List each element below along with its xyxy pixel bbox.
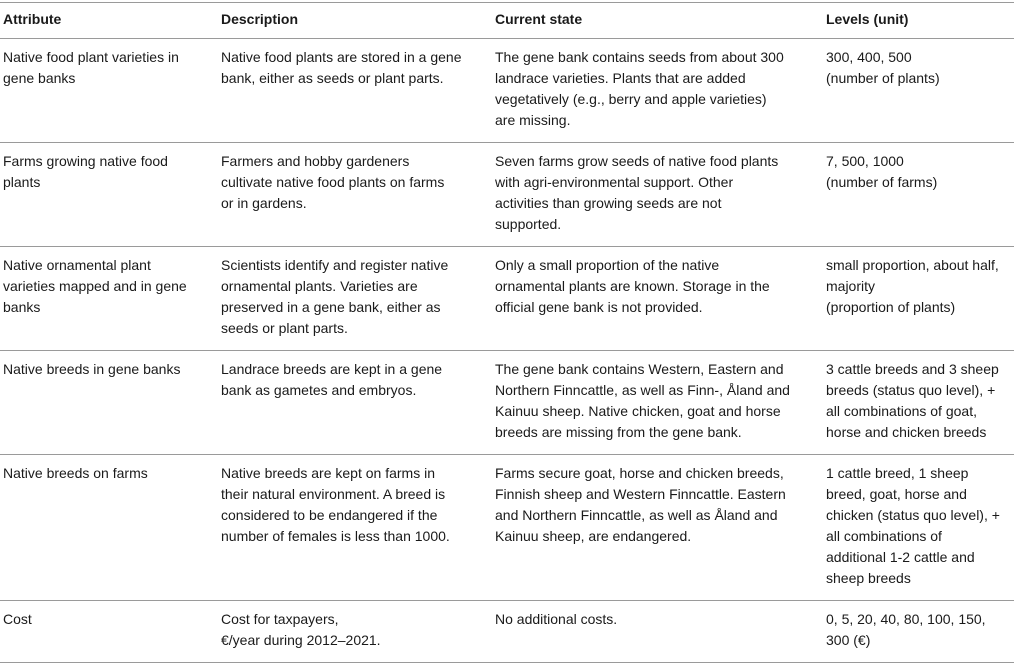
cell-levels — [823, 143, 1014, 247]
cell-line: The gene bank contains seeds from about 300 — [495, 49, 784, 65]
cell-current-state — [492, 601, 823, 663]
cell-current-state — [492, 455, 823, 601]
cell-line: varieties mapped and in gene — [3, 278, 187, 294]
cell-description — [218, 143, 492, 247]
attributes-table — [0, 2, 1014, 663]
header-levels: Levels (unit) — [823, 3, 1014, 39]
cell-line: supported. — [495, 216, 562, 232]
cell-line: small proportion, about half, — [826, 257, 999, 273]
cell-line: 0, 5, 20, 40, 80, 100, 150, — [826, 611, 986, 627]
cell-line: Seven farms grow seeds of native food plants — [495, 153, 779, 169]
cell-line: number of females is less than 1000. — [221, 528, 450, 544]
header-attribute: Attribute — [0, 3, 218, 39]
cell-line: bank, either as seeds or plant parts. — [221, 70, 444, 86]
cell-line: Native ornamental plant — [3, 257, 151, 273]
cell-attribute — [0, 247, 218, 351]
cell-line: 3 cattle breeds and 3 sheep — [826, 361, 999, 377]
header-current-state: Current state — [492, 3, 823, 39]
cell-line: banks — [3, 299, 41, 315]
cell-levels — [823, 247, 1014, 351]
cell-current-state — [492, 351, 823, 455]
cell-line: The gene bank contains Western, Eastern and — [495, 361, 784, 377]
cell-attribute — [0, 351, 218, 455]
cell-line: activities than growing seeds are not — [495, 195, 722, 211]
cell-line: ornamental plants. Varieties are — [221, 278, 418, 294]
cell-line: all combinations of goat, — [826, 403, 977, 419]
table-row — [0, 143, 1014, 247]
cell-line: 300, 400, 500 — [826, 49, 912, 65]
cell-line: Kainuu sheep. Native chicken, goat and horse — [495, 403, 781, 419]
cell-line: and Northern Finncattle, as well as Åland and — [495, 507, 778, 523]
cell-line: Kainuu sheep, are endangered. — [495, 528, 692, 544]
cell-line: their natural environment. A breed is — [221, 486, 446, 502]
cell-attribute — [0, 601, 218, 663]
cell-line: considered to be endangered if the — [221, 507, 438, 523]
cell-line: additional 1-2 cattle and — [826, 549, 975, 565]
cell-line: Landrace breeds are kept in a gene — [221, 361, 443, 377]
cell-line: all combinations of — [826, 528, 942, 544]
cell-line: (proportion of plants) — [826, 299, 956, 315]
cell-line: (number of plants) — [826, 70, 940, 86]
cell-current-state — [492, 143, 823, 247]
cell-line: €/year during 2012–2021. — [221, 632, 381, 648]
cell-levels — [823, 601, 1014, 663]
cell-line: Native breeds are kept on farms in — [221, 465, 435, 481]
cell-levels — [823, 39, 1014, 143]
header-row — [0, 3, 1014, 39]
cell-line: breeds are missing from the gene bank. — [495, 424, 742, 440]
cell-line: Scientists identify and register native — [221, 257, 449, 273]
cell-line: Native breeds on farms — [3, 465, 148, 481]
cell-line: Finnish sheep and Western Finncattle. Eastern — [495, 486, 786, 502]
cell-line: No additional costs. — [495, 611, 618, 627]
cell-attribute — [0, 39, 218, 143]
cell-line: Native food plants are stored in a gene — [221, 49, 462, 65]
cell-line: cultivate native food plants on farms — [221, 174, 445, 190]
cell-line: Cost — [3, 611, 32, 627]
cell-line: with agri-environmental support. Other — [495, 174, 734, 190]
cell-line: chicken (status quo level), + — [826, 507, 1000, 523]
table-row — [0, 351, 1014, 455]
cell-description — [218, 601, 492, 663]
cell-line: Native food plant varieties in — [3, 49, 179, 65]
cell-line: ornamental plants are known. Storage in the — [495, 278, 770, 294]
cell-levels — [823, 455, 1014, 601]
cell-attribute — [0, 143, 218, 247]
cell-line: Farms growing native food — [3, 153, 168, 169]
cell-line: 7, 500, 1000 — [826, 153, 904, 169]
cell-line: Cost for taxpayers, — [221, 611, 339, 627]
cell-description — [218, 39, 492, 143]
cell-line: official gene bank is not provided. — [495, 299, 703, 315]
table-row — [0, 455, 1014, 601]
table-row — [0, 601, 1014, 663]
cell-line: 300 (€) — [826, 632, 871, 648]
table-row — [0, 247, 1014, 351]
cell-line: vegetatively (e.g., berry and apple varieties) — [495, 91, 767, 107]
cell-line: are missing. — [495, 112, 571, 128]
cell-line: (number of farms) — [826, 174, 938, 190]
cell-line: gene banks — [3, 70, 76, 86]
cell-line: or in gardens. — [221, 195, 307, 211]
cell-line: Native breeds in gene banks — [3, 361, 181, 377]
cell-line: breed, goat, horse and — [826, 486, 967, 502]
table-row — [0, 39, 1014, 143]
cell-line: bank as gametes and embryos. — [221, 382, 417, 398]
cell-line: Farms secure goat, horse and chicken breeds, — [495, 465, 784, 481]
cell-line: preserved in a gene bank, either as — [221, 299, 441, 315]
table-body — [0, 39, 1014, 663]
cell-line: Only a small proportion of the native — [495, 257, 720, 273]
cell-line: breeds (status quo level), + — [826, 382, 996, 398]
cell-current-state — [492, 39, 823, 143]
cell-line: plants — [3, 174, 41, 190]
cell-description — [218, 247, 492, 351]
cell-line: Northern Finncattle, as well as Finn-, Åland and — [495, 382, 790, 398]
cell-line: majority — [826, 278, 876, 294]
cell-description — [218, 455, 492, 601]
cell-line: Farmers and hobby gardeners — [221, 153, 410, 169]
cell-attribute — [0, 455, 218, 601]
cell-line: 1 cattle breed, 1 sheep — [826, 465, 969, 481]
cell-line: seeds or plant parts. — [221, 320, 348, 336]
cell-line: horse and chicken breeds — [826, 424, 987, 440]
cell-description — [218, 351, 492, 455]
cell-current-state — [492, 247, 823, 351]
cell-line: sheep breeds — [826, 570, 911, 586]
cell-levels — [823, 351, 1014, 455]
cell-line: landrace varieties. Plants that are added — [495, 70, 746, 86]
header-description: Description — [218, 3, 492, 39]
